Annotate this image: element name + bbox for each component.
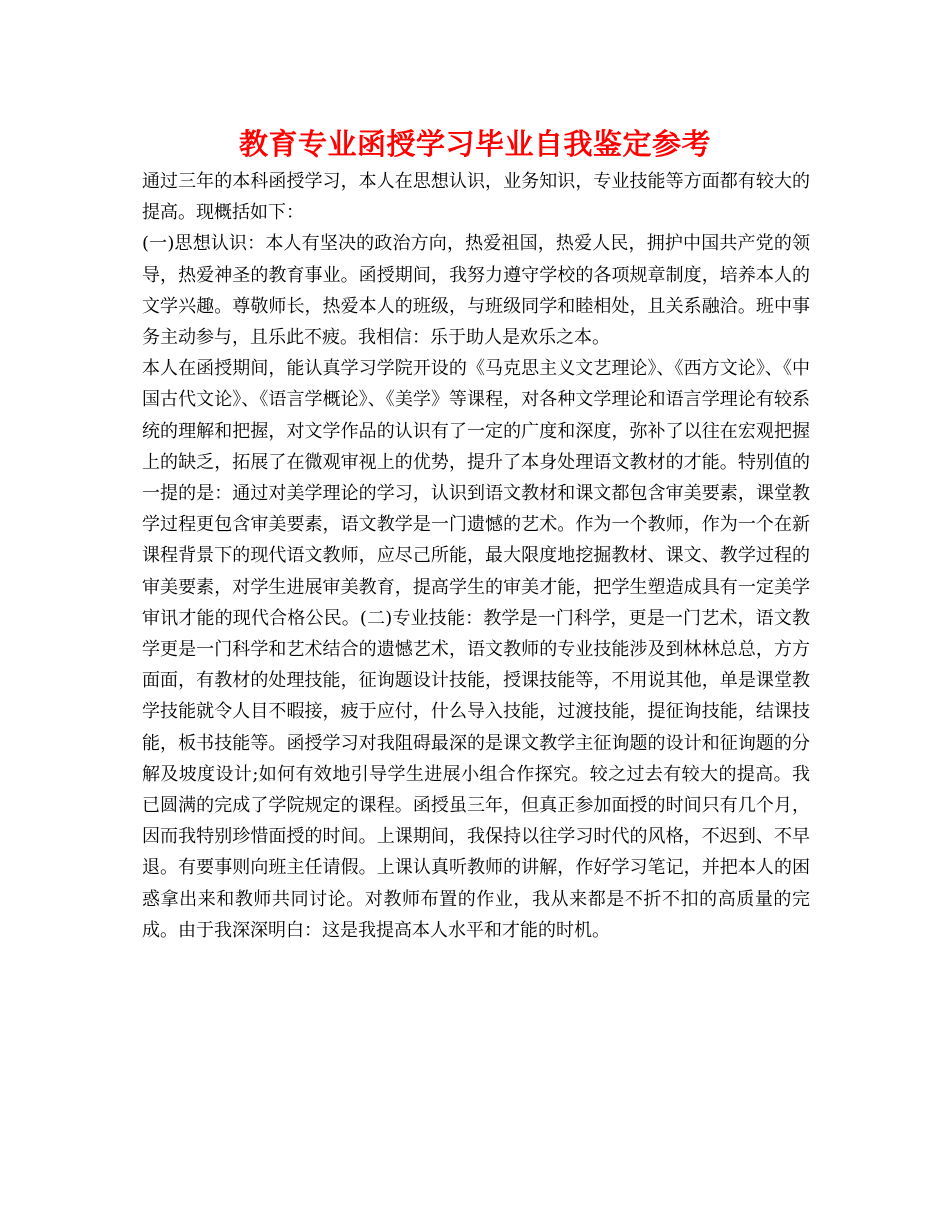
paragraph-intro: 通过三年的本科函授学习，本人在思想认识，业务知识，专业技能等方面都有较大的提高。现概括如下： <box>142 171 810 224</box>
paragraph-ideology: (一)思想认识：本人有坚决的政治方向，热爱祖国，热爱人民，拥护中国共产党的领导，热爱神圣的教育事业。函授期间，我努力遵守学校的各项规章制度，培养本人的文学兴趣。尊敬师长，热爱本人的班级，与班级同学和睦相处，且关系融洽。班中事务主动参与，且乐此不疲。我相信：乐于助人是欢乐之本。 <box>142 233 810 349</box>
paragraph-study-and-skills: 本人在函授期间，能认真学习学院开设的《马克思主义文艺理论》、《西方文论》、《中国古代文论》、《语言学概论》、《美学》等课程，对各种文学理论和语言学理论有较系统的理解和把握，对文学作品的认识有了一定的广度和深度，弥补了以往在宏观把握上的缺乏，拓展了在微观审视上的优势，提升了本身处理语文教材的才能。特别值的一提的是：通过对美学理论的学习，认识到语文教材和课文都包含审美要素，课堂教学过程更包含审美要素，语文教学是一门遗憾的艺术。作为一个教师，作为一个在新课程背景下的现代语文教师，应尽己所能，最大限度地挖掘教材、课文、教学过程的审美要素，对学生进展审美教育，提高学生的审美才能，把学生塑造成具有一定美学审讯才能的现代合格公民。(二)专业技能：教学是一门科学，更是一门艺术，语文教学更是一门科学和艺术结合的遗憾艺术，语文教师的专业技能涉及到林林总总，方方面面，有教材的处理技能，征询题设计技能，授课技能等，不用说其他，单是课堂教学技能就令人目不暇接，疲于应付，什么导入技能，过渡技能，提征询技能，结课技能，板书技能等。函授学习对我阻碍最深的是课文教学主征询题的设计和征询题的分解及坡度设计;如何有效地引导学生进展小组合作探究。较之过去有较大的提高。我已圆满的完成了学院规定的课程。函授虽三年，但真正参加面授的时间只有几个月，因而我特别珍惜面授的时间。上课期间，我保持以往学习时代的风格，不迟到、不早退。有要事则向班主任请假。上课认真听教师的讲解，作好学习笔记，并把本人的困惑拿出来和教师共同讨论。对教师布置的作业，我从来都是不折不扣的高质量的完成。由于我深深明白：这是我提高本人水平和才能的时机。 <box>142 358 810 941</box>
document-title: 教育专业函授学习毕业自我鉴定参考 <box>238 127 711 161</box>
document-body <box>142 166 810 946</box>
